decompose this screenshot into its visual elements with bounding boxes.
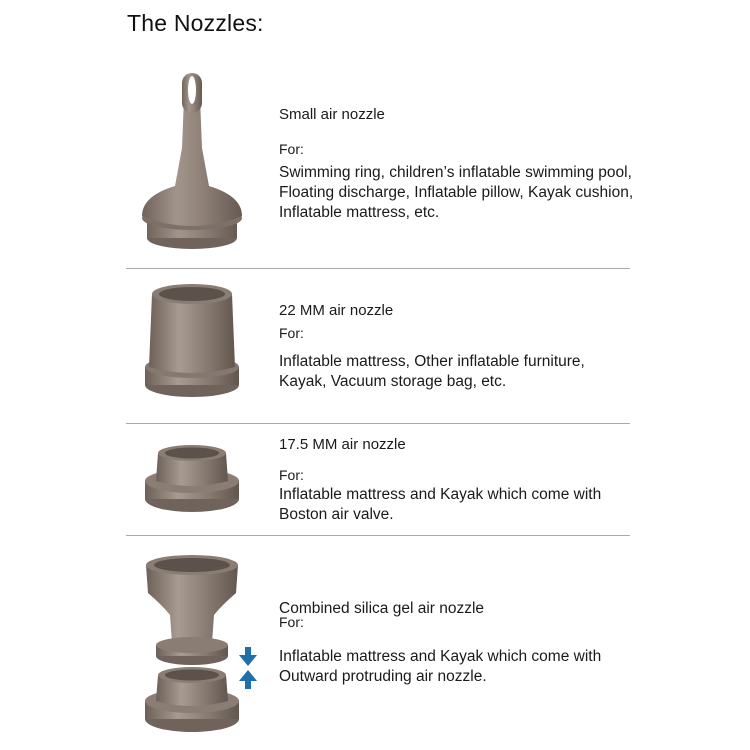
nozzle-uses: Inflatable mattress and Kayak which come with Boston air valve. <box>279 486 602 523</box>
nozzle-name: Small air nozzle <box>279 106 385 123</box>
page-title: The Nozzles: <box>127 10 264 36</box>
connect-arrows-icon <box>238 647 258 689</box>
divider <box>126 535 630 536</box>
nozzle-uses: Inflatable mattress and Kayak which come with Outward protruding air nozzle. <box>279 648 602 685</box>
divider <box>126 268 630 269</box>
nozzle-uses: Inflatable mattress, Other inflatable furniture, Kayak, Vacuum storage bag, etc. <box>279 353 585 390</box>
divider <box>126 423 630 424</box>
nozzle-item-small <box>279 105 639 223</box>
nozzle-item-17-5mm <box>279 435 639 525</box>
for-label: For: <box>279 141 304 157</box>
nozzle-item-22mm <box>279 301 639 392</box>
for-label: For: <box>279 614 304 630</box>
nozzle-name: 17.5 MM air nozzle <box>279 436 406 453</box>
for-label: For: <box>279 325 304 341</box>
nozzle-name: Combined silica gel air nozzle <box>279 600 485 617</box>
small-air-nozzle-icon <box>135 68 250 253</box>
nozzle-name: 22 MM air nozzle <box>279 302 394 319</box>
22mm-air-nozzle-icon <box>140 282 245 402</box>
nozzle-item-combined <box>279 599 639 687</box>
nozzle-uses: Swimming ring, children’s inflatable swimming pool, Floating discharge, Inflatable pillow, Kayak cushion, Inflatable mattress, etc. <box>279 164 634 221</box>
17-5mm-air-nozzle-icon <box>140 443 245 515</box>
for-label: For: <box>279 467 304 483</box>
combined-silica-gel-nozzle-icon <box>140 553 245 738</box>
